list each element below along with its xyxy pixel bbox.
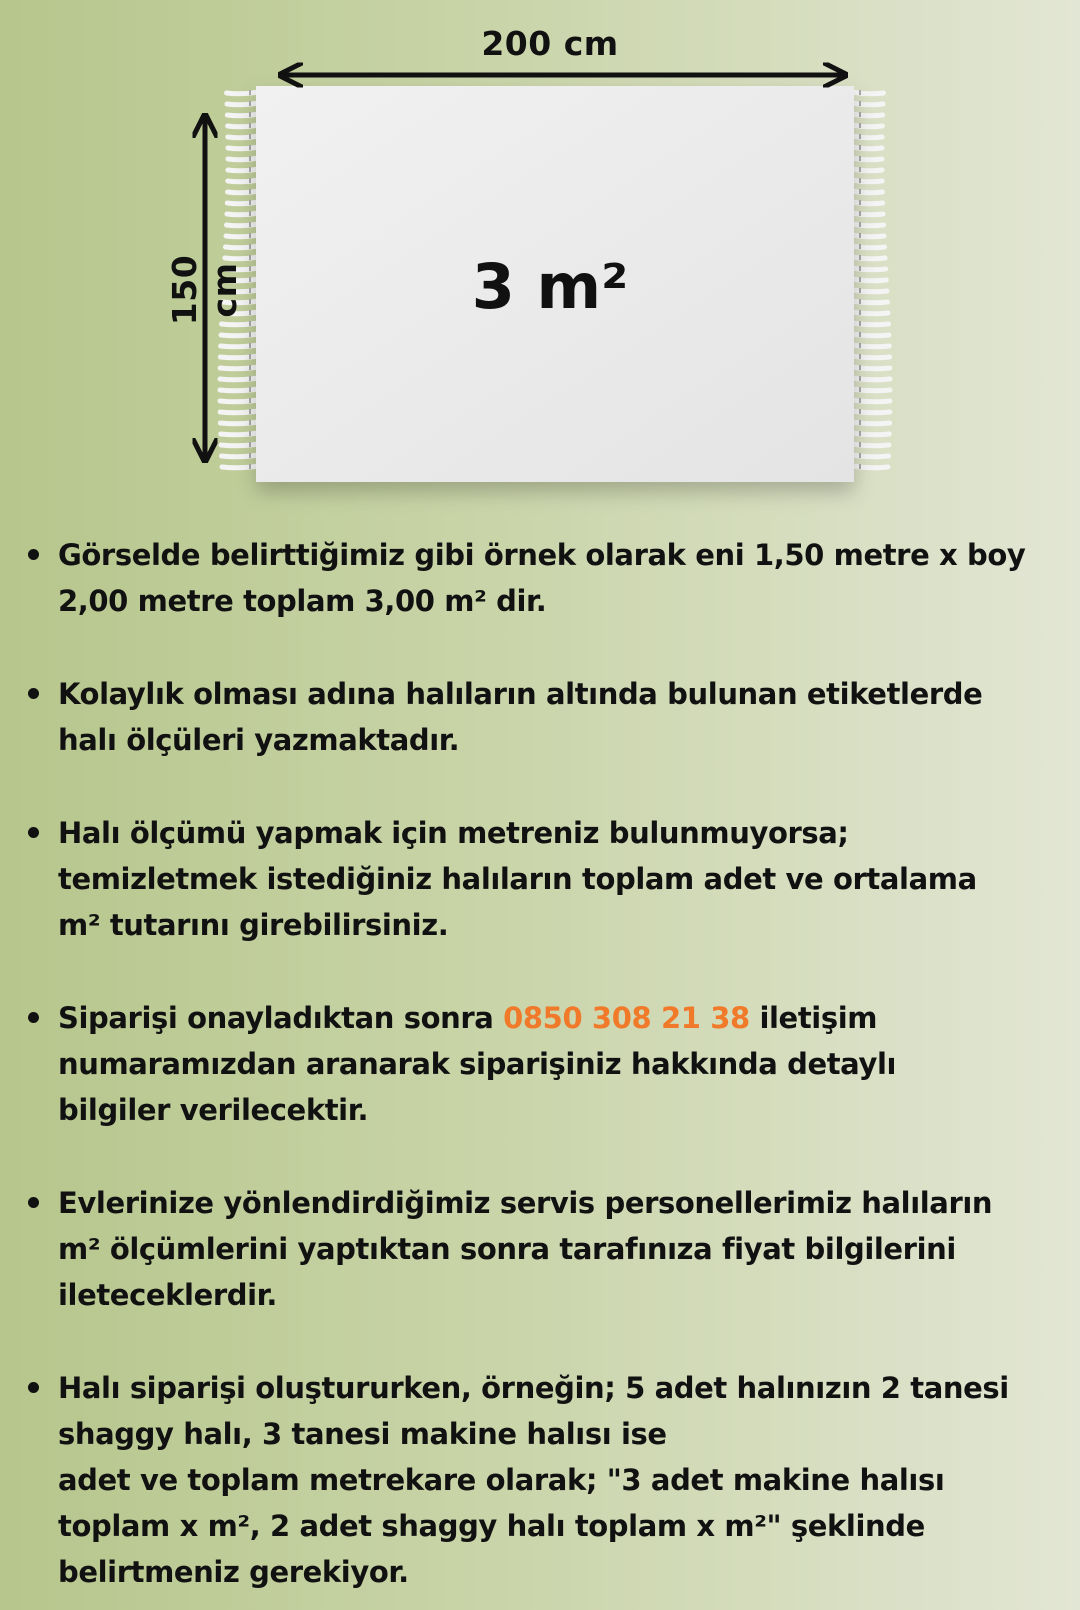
fringe-tassel	[228, 191, 258, 193]
area-label: 3 m²	[471, 250, 629, 323]
info-item	[26, 995, 1056, 1133]
fringe-tassel	[852, 213, 883, 215]
fringe-tassel	[852, 246, 885, 248]
info-line: ileteceklerdir.	[58, 1278, 278, 1312]
fringe-tassel	[221, 323, 258, 325]
info-text: Siparişi onayladıktan sonra	[58, 1001, 504, 1035]
info-line: 2,00 metre toplam 3,00 m² dir.	[58, 584, 547, 618]
fringe-tassel	[852, 378, 890, 380]
fringe-tassel	[852, 323, 889, 325]
info-item	[26, 671, 1056, 763]
fringe-tassel	[852, 103, 883, 105]
fringe-tassel	[220, 422, 258, 424]
fringe-tassel	[220, 356, 258, 358]
bullet-icon	[28, 1197, 39, 1208]
fringe-tassel	[852, 411, 890, 413]
fringe-tassel	[228, 147, 258, 149]
info-item	[26, 1365, 1056, 1595]
fringe-tassel	[220, 378, 258, 380]
info-line: numaramızdan aranarak siparişiniz hakkında detaylı	[58, 1047, 897, 1081]
fringe-tassel	[220, 367, 258, 369]
info-line: m² tutarını girebilirsiniz.	[58, 908, 449, 942]
fringe-tassel	[852, 334, 889, 336]
rug-diagram	[0, 0, 1080, 520]
fringe-tassel	[221, 433, 258, 435]
info-line: shaggy halı, 3 tanesi makine halısı ise	[58, 1417, 667, 1451]
fringe-tassel	[852, 345, 889, 347]
fringe-tassel	[852, 422, 890, 424]
fringe-tassel	[221, 334, 258, 336]
rug-fringe-right	[852, 90, 890, 469]
fringe-tassel	[852, 235, 884, 237]
info-line: m² ölçümlerini yaptıktan sonra tarafınıza fiyat bilgilerini	[58, 1232, 956, 1266]
info-line	[58, 995, 1056, 1041]
bullet-icon	[28, 688, 39, 699]
fringe-tassel	[228, 136, 258, 138]
fringe-tassel	[222, 466, 258, 468]
info-line: Evlerinize yönlendirdiğimiz servis personellerimiz halıların	[58, 1186, 993, 1220]
fringe-tassel	[228, 158, 258, 160]
fringe-tassel	[227, 114, 258, 116]
fringe-tassel	[228, 125, 258, 127]
fringe-tassel	[852, 92, 883, 94]
fringe-tassel	[852, 268, 886, 270]
info-line: Görselde belirttiğimiz gibi örnek olarak eni 1,50 metre x boy	[58, 538, 1026, 572]
info-line: halı ölçüleri yazmaktadır.	[58, 723, 460, 757]
fringe-tassel	[852, 290, 887, 292]
info-line: Halı ölçümü yapmak için metreniz bulunmuyorsa;	[58, 816, 849, 850]
info-text: iletişim	[749, 1001, 878, 1035]
fringe-tassel	[852, 125, 882, 127]
fringe-tassel	[226, 235, 258, 237]
fringe-tassel	[852, 466, 888, 468]
fringe-tassel	[227, 92, 258, 94]
fringe-tassel	[222, 455, 258, 457]
fringe-tassel	[852, 169, 882, 171]
phone-number-link[interactable]: 0850 308 21 38	[503, 1001, 750, 1035]
width-label: 200 cm	[481, 24, 619, 63]
fringe-tassel	[220, 389, 258, 391]
info-line: Halı siparişi oluştururken, örneğin; 5 adet halınızın 2 tanesi	[58, 1371, 1009, 1405]
fringe-tassel	[852, 367, 890, 369]
fringe-tassel	[220, 411, 258, 413]
fringe-tassel	[852, 400, 890, 402]
fringe-tassel	[228, 169, 258, 171]
fringe-tassel	[852, 158, 882, 160]
info-list	[26, 532, 1056, 1595]
info-line: toplam x m², 2 adet shaggy halı toplam x m²" şeklinde	[58, 1509, 925, 1543]
fringe-tassel	[228, 180, 258, 182]
height-label: 150 cm	[165, 254, 244, 326]
bullet-icon	[28, 549, 39, 560]
fringe-tassel	[852, 279, 886, 281]
info-item	[26, 532, 1056, 624]
fringe-tassel	[227, 103, 258, 105]
fringe-tassel	[852, 114, 883, 116]
fringe-tassel	[225, 246, 258, 248]
fringe-tassel	[852, 312, 888, 314]
fringe-tassel	[221, 345, 258, 347]
fringe-tassel	[852, 147, 882, 149]
fringe-tassel	[852, 356, 890, 358]
fringe-tassel	[852, 136, 882, 138]
info-item	[26, 810, 1056, 948]
fringe-tassel	[852, 389, 890, 391]
fringe-tassel	[227, 202, 258, 204]
fringe-tassel	[852, 433, 889, 435]
fringe-tassel	[852, 444, 889, 446]
fringe-tassel	[220, 400, 258, 402]
fringe-tassel	[852, 257, 885, 259]
fringe-tassel	[221, 444, 258, 446]
info-line: temizletmek istediğiniz halıların toplam adet ve ortalama	[58, 862, 977, 896]
info-line: Kolaylık olması adına halıların altında bulunan etiketlerde	[58, 677, 983, 711]
fringe-tassel	[227, 213, 258, 215]
bullet-icon	[28, 1012, 39, 1023]
info-item	[26, 1180, 1056, 1318]
fringe-tassel	[225, 257, 258, 259]
fringe-tassel	[852, 224, 884, 226]
info-line: adet ve toplam metrekare olarak; "3 adet makine halısı	[58, 1463, 945, 1497]
fringe-tassel	[852, 180, 882, 182]
fringe-tassel	[852, 202, 883, 204]
fringe-tassel	[852, 301, 887, 303]
info-line: bilgiler verilecektir.	[58, 1093, 369, 1127]
fringe-tassel	[226, 224, 258, 226]
bullet-icon	[28, 1382, 39, 1393]
fringe-tassel	[852, 455, 888, 457]
info-line: belirtmeniz gerekiyor.	[58, 1555, 409, 1589]
fringe-tassel	[852, 191, 882, 193]
bullet-icon	[28, 827, 39, 838]
